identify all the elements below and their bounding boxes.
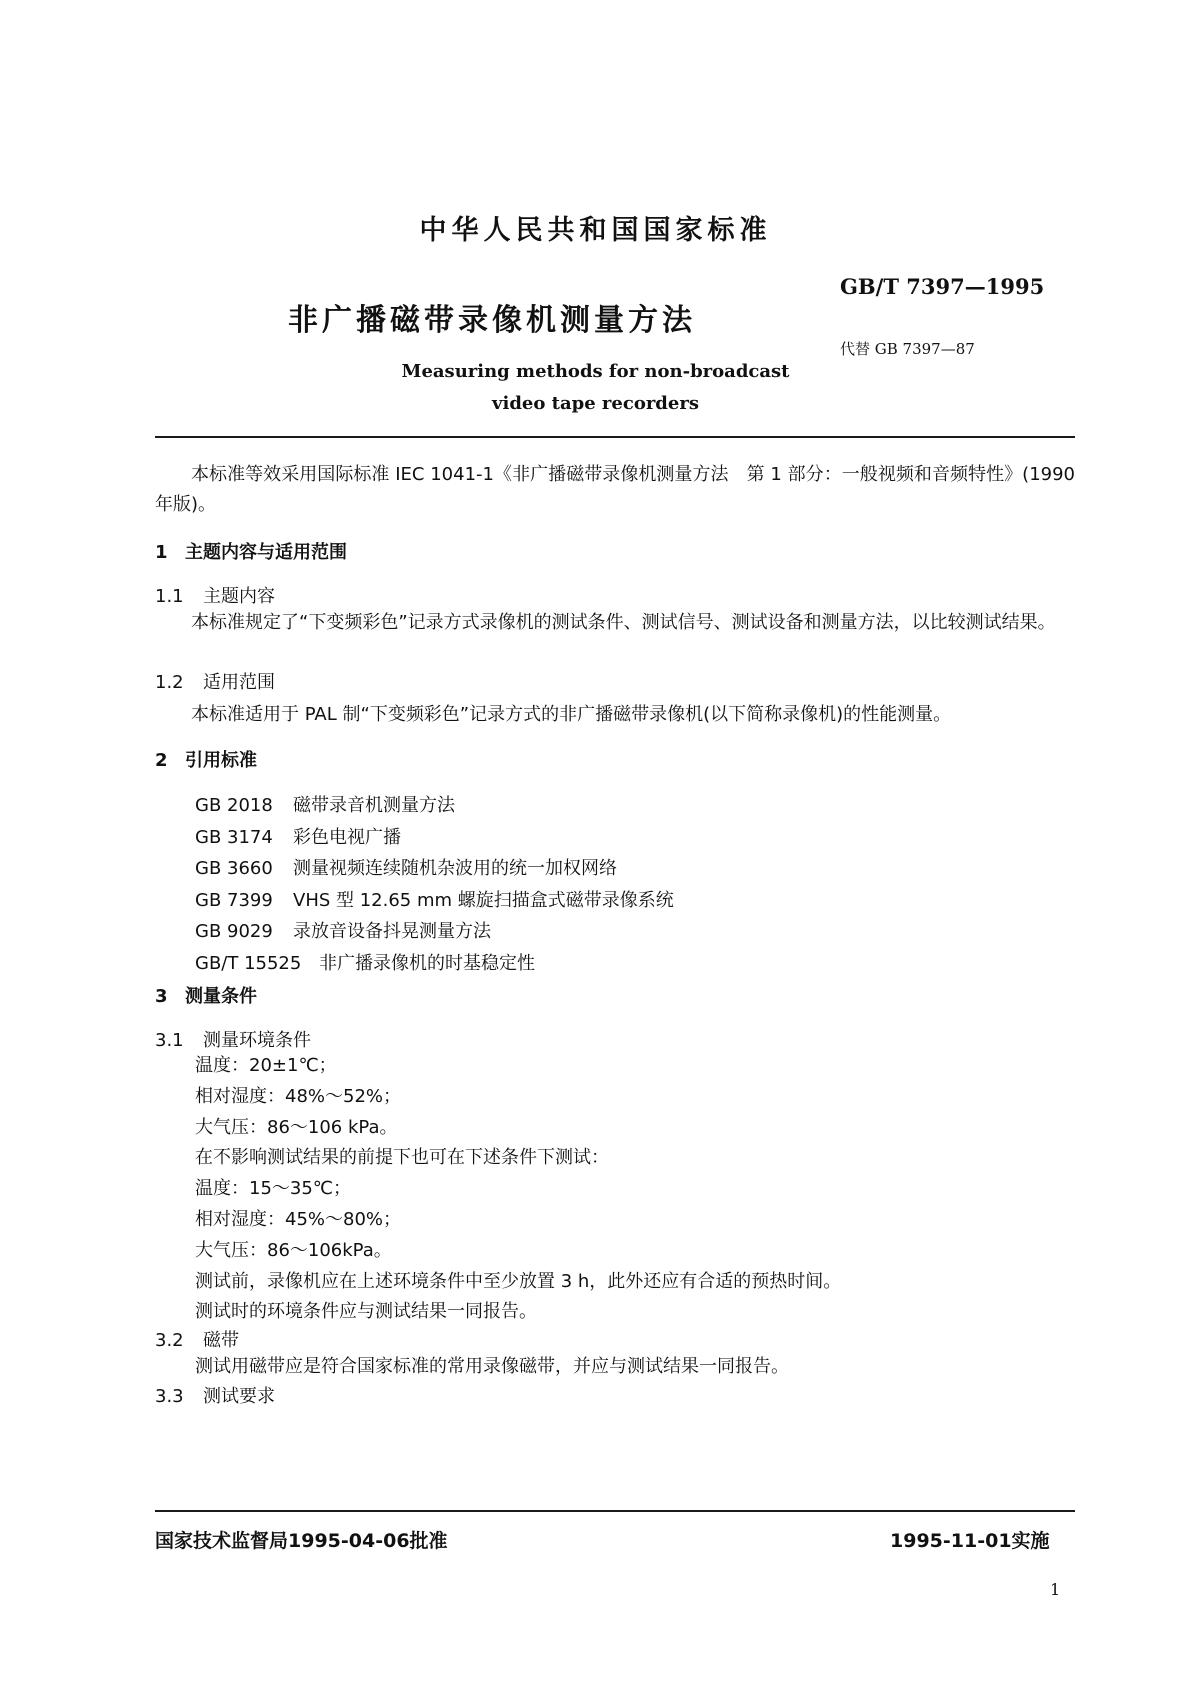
section-3-title: 测量条件 xyxy=(185,986,257,1007)
header-divider xyxy=(155,436,1075,438)
condition-line: 温度：20±1℃； xyxy=(195,1055,337,1076)
reference-code: GB 3174 xyxy=(195,826,273,848)
condition-line: 在不影响测试结果的前提下也可在下述条件下测试： xyxy=(195,1147,609,1169)
reference-code: GB/T 15525 xyxy=(195,952,302,974)
section-1-2-paragraph: 本标准适用于 PAL 制“下变频彩色”记录方式的非广播磁带录像机(以下简称录像机)的性能测量。 xyxy=(191,704,952,725)
section-3-2-title: 磁带 xyxy=(203,1330,239,1351)
condition-line: 大气压：86～106 kPa。 xyxy=(195,1116,398,1138)
national-standard-title: 中华人民共和国国家标准 xyxy=(419,215,772,246)
condition-line: 测试时的环境条件应与测试结果一同报告。 xyxy=(195,1301,537,1323)
section-3-1-number: 3.1 xyxy=(155,1030,184,1051)
document-title-en xyxy=(0,356,1191,420)
environment-conditions xyxy=(195,1051,841,1328)
reference-item xyxy=(195,916,674,948)
standard-code xyxy=(840,274,1044,299)
approval-note: 国家技术监督局1995-04-06批准 xyxy=(155,1530,448,1552)
section-2-title: 引用标准 xyxy=(185,750,257,771)
section-3-3-heading xyxy=(155,1382,275,1408)
reference-item xyxy=(195,822,674,854)
reference-code: GB 7399 xyxy=(195,889,273,911)
reference-code: GB 3660 xyxy=(195,858,273,879)
section-2-number: 2 xyxy=(155,750,168,771)
condition-line: 相对湿度：48%～52%； xyxy=(195,1085,402,1107)
effective-date: 1995-11-01实施 xyxy=(890,1530,1050,1552)
footer-divider xyxy=(155,1510,1075,1512)
section-1-title: 主题内容与适用范围 xyxy=(185,542,347,563)
reference-item xyxy=(195,853,674,885)
condition-line: 大气压：86～106kPa。 xyxy=(195,1239,392,1261)
section-2-heading xyxy=(155,746,257,772)
condition-line: 测试前，录像机应在上述环境条件中至少放置 3 h，此外还应有合适的预热时间。 xyxy=(195,1270,842,1292)
section-3-3-title: 测试要求 xyxy=(203,1386,275,1407)
reference-title: 非广播录像机的时基稳定性 xyxy=(319,952,535,974)
intro-paragraph: 本标准等效采用国际标准 IEC 1041-1《非广播磁带录像机测量方法 第 1 部分：一般视频和音频特性》(1990 年版)。 xyxy=(155,464,1075,515)
condition-line: 温度：15～35℃； xyxy=(195,1178,352,1200)
condition-line: 相对湿度：45%～80%； xyxy=(195,1208,402,1230)
reference-item xyxy=(195,790,674,822)
standard-code-text: GB/T 7397—1995 xyxy=(840,274,1045,299)
section-1-number: 1 xyxy=(155,542,168,563)
section-3-number: 3 xyxy=(155,986,168,1007)
section-1-2-number: 1.2 xyxy=(155,672,184,693)
section-3-1-heading xyxy=(155,1026,311,1052)
reference-title: 录放音设备抖晃测量方法 xyxy=(293,921,491,942)
document-title-cn: 非广播磁带录像机测量方法 xyxy=(288,303,696,338)
reference-title: 磁带录音机测量方法 xyxy=(293,795,455,816)
reference-item xyxy=(195,885,674,917)
section-1-1-title: 主题内容 xyxy=(203,586,275,607)
reference-list xyxy=(195,790,674,979)
reference-code: GB 9029 xyxy=(195,921,273,942)
section-3-2-number: 3.2 xyxy=(155,1330,184,1351)
reference-code: GB 2018 xyxy=(195,795,273,816)
section-1-1-paragraph: 本标准规定了“下变频彩色”记录方式录像机的测试条件、测试信号、测试设备和测量方法，以比较测试结果。 xyxy=(191,612,1056,633)
section-3-2-heading xyxy=(155,1326,239,1352)
section-3-1-title: 测量环境条件 xyxy=(203,1030,311,1051)
section-1-heading xyxy=(155,538,347,564)
reference-title: 测量视频连续随机杂波用的统一加权网络 xyxy=(293,858,617,879)
reference-title: 彩色电视广播 xyxy=(293,826,401,848)
section-1-2-title: 适用范围 xyxy=(203,672,275,693)
section-1-1-number: 1.1 xyxy=(155,586,184,607)
section-3-2-paragraph: 测试用磁带应是符合国家标准的常用录像磁带，并应与测试结果一同报告。 xyxy=(195,1356,789,1377)
page-number: 1 xyxy=(1050,1580,1061,1599)
section-1-1-heading xyxy=(155,582,275,608)
document-title-en-line1: Measuring methods for non-broadcast xyxy=(401,361,790,382)
section-3-heading xyxy=(155,982,257,1008)
section-1-2-heading xyxy=(155,668,275,694)
reference-item xyxy=(195,948,674,980)
document-title-en-line2: video tape recorders xyxy=(492,393,699,414)
reference-title: VHS 型 12.65 mm 螺旋扫描盒式磁带录像系统 xyxy=(293,889,674,911)
section-3-3-number: 3.3 xyxy=(155,1386,184,1407)
replaces-standard: 代替 GB 7397—87 xyxy=(840,340,975,358)
